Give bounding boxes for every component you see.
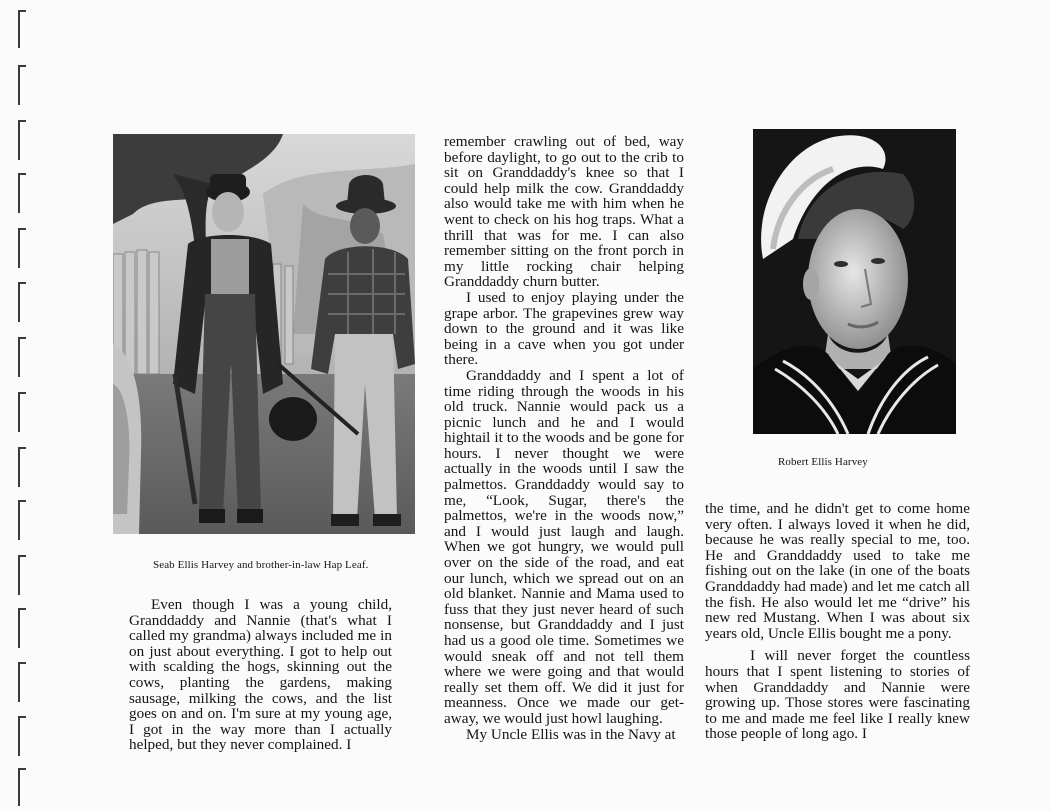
paragraph: the time, and he didn't get to come home very often. I always loved it when he did, because he was really special to me, too. He and Granddaddy used to take me fishing out on the lake (in one of the boats Granddaddy had made) and let me catch all the fish. He also would let me “drive” his new red Mustang. When I was about six years old, Uncle Ellis bought me a pony. — [705, 500, 970, 642]
photo-seab-and-hap — [113, 134, 415, 534]
caption-left-photo: Seab Ellis Harvey and brother-in-law Hap Leaf. — [153, 559, 369, 571]
paragraph: remember crawling out of bed, way before daylight, to go out to the crib to sit on Granddaddy's knee so that I could help milk the cow. Granddaddy also would take me with him when he went to check on his hog traps. What a thrill that was for me. I can also remember sitting on the front porch in my little rocking chair helping Granddaddy churn butter. — [444, 133, 684, 291]
paragraph: My Uncle Ellis was in the Navy at — [466, 725, 676, 743]
text-column-2 — [444, 134, 684, 742]
binding-marks — [0, 0, 40, 811]
paragraph: Even though I was a young child, Granddaddy and Nannie (that's what I called my grandma) always included me in on just about everything. I got to help out with scalding the hogs, skinning out the cows, planting the gardens, making sausage, milking the cows, and the list goes on and on. I'm sure at my young age, I got in the way more than I actually helped, but they never complained. I — [129, 596, 392, 754]
paragraph: Granddaddy and I spent a lot of time riding through the woods in his old truck. Nannie would pack us a picnic lunch and he and I would hightail it to the woods and be gone for hours. I never thought we were actually in the woods until I saw the palmettos. Granddaddy would say to me, “Look, Sugar, there's the palmettos, we're in the woods now,” and I would just laugh and laugh. When we got hungry, we would pull over on the side of the road, and eat our lunch, which we spread out on an old blanket. Nannie and Mama used to fuss that they just never heard of such nonsense, but Granddaddy and I just had us a good ole time. Sometimes we would sneak off and not tell them where we were going and that would really set them off. We did it just for meanness. Once we made our get-away, we would just howl laughing. — [444, 366, 684, 727]
caption-right-photo: Robert Ellis Harvey — [778, 456, 868, 468]
text-column-3 — [705, 501, 970, 742]
paragraph: I used to enjoy playing under the grape arbor. The grapevines grew way down to the ground and it was like being in a cave when you got under there. — [444, 288, 684, 369]
photo-robert-ellis-harvey — [753, 129, 956, 434]
paragraph: I will never forget the countless hours that I spent listening to stories of when Granddaddy and Nannie were growing up. Those stores were fascinating to me and made me feel like I really knew those people of long ago. I — [705, 647, 970, 743]
text-column-1 — [129, 597, 392, 753]
